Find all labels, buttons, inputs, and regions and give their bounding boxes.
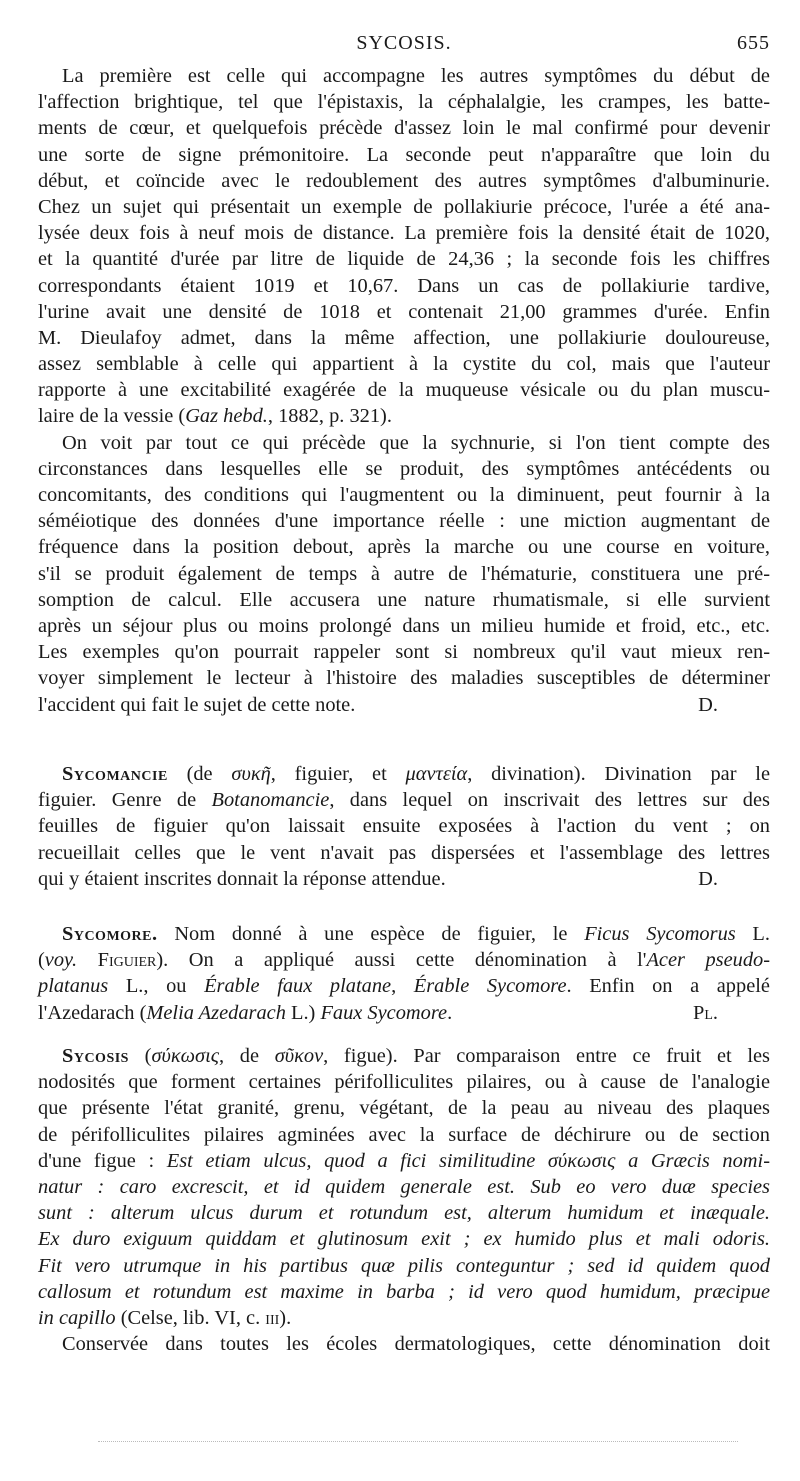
text-line: de périfolliculites pilaires agminées avec la surface de déchirure ou de section [38,1123,770,1146]
text-line: voyer simplement le lecteur à l'histoire des maladies susceptibles de déterminer [38,667,770,690]
page-number: 655 [737,32,770,54]
text-line: assez semblable à celle qui appartient à la cystite du col, mais que l'auteur [38,353,770,376]
greek-word: σῦκον [274,1045,324,1067]
text-line: platanus L., ou Érable faux platane, Érable Sycomore. Enfin on a appelé [38,975,770,998]
text-line: Chez un sujet qui présentait un exemple de pollakiurie précoce, l'urée a été ana- [38,195,770,218]
text-line: natur : caro excrescit, et id quidem generale est. Sub eo vero duæ species [38,1175,770,1198]
text-line: nodosités que forment certaines périfolliculites pilaires, ou à cause de l'analogie [38,1071,770,1094]
greek-word: συκῆ [231,763,271,785]
text-line: Sycomancie (de συκῆ, figuier, et μαντεία, divination). Divination par le [62,763,770,785]
continuation-text [38,63,770,718]
greek-word: σύκωσις [151,1045,220,1067]
text-line: Ex duro exiguum quiddam et glutinosum exit ; ex humido plus et mali odoris. [38,1228,770,1251]
text-line: concomitants, des conditions qui l'augmentent ou la diminuent, peut fournir à la [38,484,770,506]
text-line: somption de calcul. Elle accusera une nature rhumatismale, si elle survient [38,588,770,611]
text-line: figuier. Genre de Botanomancie, dans lequel on inscrivait des lettres sur des [38,789,770,812]
text-line: ments de cœur, et quelquefois précède d'assez loin le mal confirmé pour devenir [38,117,770,140]
citation-title: Gaz hebd. [185,405,268,428]
text-line: circonstances dans lesquelles elle se produit, des symptômes antécédents ou [38,457,770,480]
text-line: feuilles de figuier qu'on laissait ensuite exposées à l'action du vent ; on [38,815,770,838]
text-line: (voy. Figuier). On a appliqué aussi cette dénomination à l'Acer pseudo- [38,949,771,972]
entry-headword: Sycomancie [62,763,168,785]
text-line: Fit vero utrumque in his partibus quæ pilis conteguntur ; sed id quidem quod [38,1254,770,1277]
entry-headword: Sycosis [62,1045,129,1067]
running-header [38,32,770,58]
text-line: s'il se produit également de temps à autre de l'hématurie, constituera une pré- [38,562,770,585]
text-line: Sycosis (σύκωσις, de σῦκον, figue). Par comparaison entre ce fruit et les [62,1045,770,1067]
text-line: M. Dieulafoy admet, dans la même affection, une pollakiurie douloureuse, [38,326,770,349]
text-line: et la quantité d'urée par litre de liquide de 24,36 ; la seconde fois les chiffres [38,248,770,271]
text-line: Conservée dans toutes les écoles dermatologiques, cette dénomination doit [62,1333,770,1356]
text-line: On voit par tout ce qui précède que la sychnurie, si l'on tient compte des [62,431,770,454]
text-line: lysée deux fois à neuf mois de distance. La première fois la densité était de 1020, [38,222,770,245]
text-line: l'accident qui fait le sujet de cette note. D. [38,692,770,718]
entry-headword: Sycomore. [62,923,158,945]
text-line: in capillo (Celse, lib. VI, c. iii). [38,1306,292,1329]
author-signature: Pl. [693,1001,718,1024]
text-line: une sorte de signe prémonitoire. La seconde peut n'apparaître que loin du [38,143,770,166]
author-signature: D. [698,867,718,890]
greek-word: μαντεία [405,763,468,785]
text-line: l'urine avait une densité de 1018 et contenait 21,00 grammes d'urée. Enfin [38,300,770,323]
text-line: callosum et rotundum est maxime in barba ; id vero quod humidum, præcipue [38,1280,770,1303]
text-line: d'une figue : Est etiam ulcus, quod a fici similitudine σύκωσις a Græcis nomi- [38,1149,770,1172]
entry-sycomancie [38,761,770,892]
text-line: correspondants étaient 1019 et 10,67. Dans un cas de pollakiurie tardive, [38,274,770,297]
entry-sycomore [38,921,770,1026]
text-line: séméiotique des données d'une importance réelle : une miction augmentant de [38,510,770,533]
text-line: après un séjour plus ou moins prolongé dans un milieu humide et froid, etc., etc. [38,614,770,637]
text-line: que présente l'état granité, grenu, végétant, de la peau au niveau des plaques [38,1097,770,1120]
text-line: l'affection brightique, tel que l'épistaxis, la céphalalgie, les crampes, les batte- [38,91,770,114]
entry-sycosis [38,1043,770,1357]
text-line: fréquence dans la position debout, après la marche ou une course en voiture, [38,536,770,559]
text-line: Sycomore. Nom donné à une espèce de figuier, le Ficus Sycomorus L. [62,923,770,945]
text-line: début, et coïncide avec le redoublement des autres symptômes d'albuminurie. [38,169,770,192]
text-line: recueillait celles que le vent n'avait pas dispersées et l'assemblage des lettres [38,841,770,864]
text-line: Les exemples qu'on pourrait rappeler sont si nombreux qu'il vaut mieux ren- [38,641,770,664]
greek-word: σύκωσις [547,1149,616,1172]
text-line: l'Azedarach (Melia Azedarach L.) Faux Sycomore. Pl. [38,1000,770,1026]
running-title: SYCOSIS. [356,32,452,54]
text-line: La première est celle qui accompagne les autres symptômes du début de [62,65,770,87]
page-bottom-rule [98,1441,738,1442]
text-line: laire de la vessie (Gaz hebd., 1882, p. 321). [38,405,392,428]
page [38,0,770,1481]
text-line: sunt : alterum ulcus durum et rotundum est, alterum humidum et inæquale. [38,1202,770,1225]
author-signature: D. [698,693,718,716]
text-line: rapporte à une excitabilité exagérée de la muqueuse vésicale ou du plan muscu- [38,379,770,402]
text-line: qui y étaient inscrites donnait la réponse attendue. D. [38,866,770,892]
